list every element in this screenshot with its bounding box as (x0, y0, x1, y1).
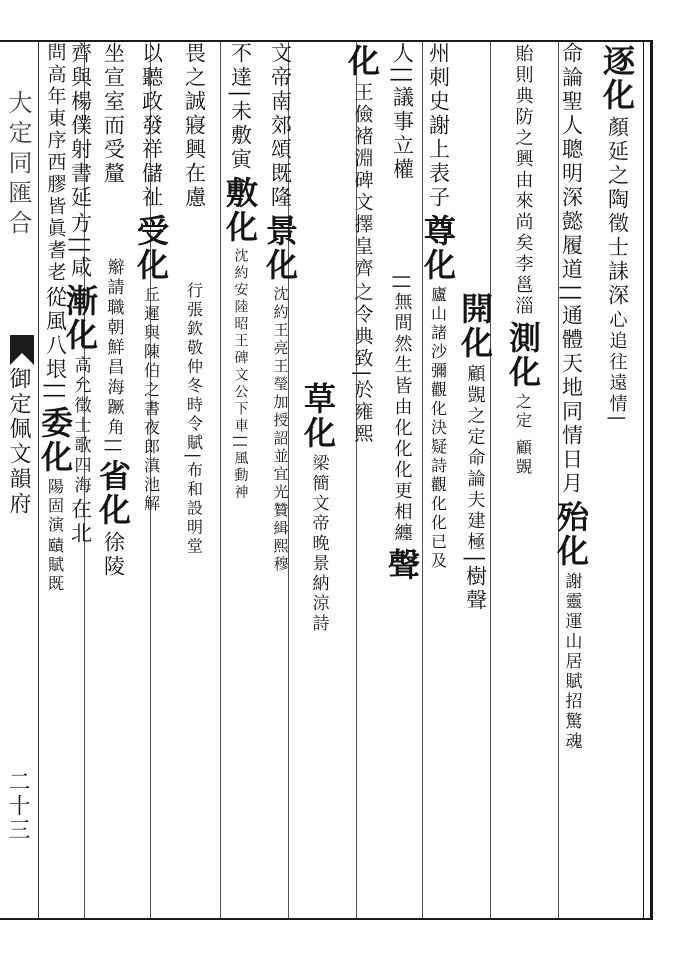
text-run: 人||議事立權 (390, 42, 415, 183)
text-column-3 (500, 42, 546, 918)
headword: 委化 (36, 406, 74, 475)
text-column-12 (130, 42, 172, 918)
text-column-13 (94, 42, 132, 918)
text-run: |樹聲 (463, 555, 488, 614)
text-run: 賾賦既 (45, 537, 65, 595)
text-run: 坐宣室而受釐 (101, 42, 126, 186)
headword: 尊化 (419, 214, 457, 282)
text-run: 沈約王亮王瑩加授詔並宜光贊緝熙穆 (271, 286, 290, 574)
headword: 受化 (132, 214, 170, 282)
text-run: 辮請職朝鮮昌海蹶角|| (103, 258, 124, 456)
headword: 景化 (261, 214, 299, 282)
text-run: 謝靈運山居賦招驚魂 (561, 572, 582, 753)
text-column-7 (340, 42, 384, 918)
headword: 漸化 (61, 284, 99, 353)
text-run: 在北 (68, 498, 93, 547)
text-run: 丘遲與陳伯之書夜郎滇池解 (141, 286, 161, 514)
headword: 省化 (94, 459, 132, 528)
bottom-border (0, 918, 652, 920)
text-run: 行張欽敬仲冬時令賦|布和設明堂 (184, 282, 204, 557)
text-run: 之令典致|於雍熙 (351, 282, 374, 446)
text-run: 命論聖人聰明深懿履道 (559, 42, 584, 282)
text-column-6 (384, 42, 420, 918)
text-run: 文帝南郊頌既隆 (268, 42, 293, 210)
text-column-8 (298, 42, 338, 918)
text-run: 廬山諸沙彌觀化決疑詩觀化化已及 (428, 286, 448, 571)
text-column-10 (218, 42, 262, 918)
text-run: 高允徵士歌四海 (70, 356, 91, 497)
text-run: 方||咸 (68, 212, 93, 281)
spine-header-text: 大定同匯合 (4, 90, 32, 240)
text-run: 畏之誠寢興在慮 (182, 42, 207, 210)
text-run: ||無間然生皆由化化化更相纏 (391, 274, 413, 545)
text-run: 之定 顧覬 (513, 393, 533, 478)
text-run: 王儉褚淵碑文擇皇齊 (351, 82, 374, 280)
text-run: 梁簡文帝晚景納涼詩 (308, 454, 329, 634)
headword: 測化 (504, 321, 542, 389)
headword: 敷化 (221, 176, 259, 245)
text-run: 徐陵 (101, 531, 126, 580)
text-run: 州刺史謝上表子 (426, 42, 451, 210)
text-column-4 (452, 42, 498, 918)
headword: 殆化 (552, 500, 590, 569)
headword: 聲 (383, 548, 421, 583)
text-run: 以聽政發祥儲祉 (139, 42, 164, 210)
text-run: 顏延之陶徵士誄深 (605, 116, 630, 308)
text-run: 齊與楊僕射書延 (68, 42, 93, 210)
text-run: 沈約安陸昭王碑文公下車||風動神 (232, 248, 249, 502)
right-border-outer (650, 40, 653, 920)
text-column-1 (590, 42, 644, 918)
text-run: 從風八垠|| (43, 286, 68, 403)
text-column-5 (420, 42, 456, 918)
headword: 化 (343, 44, 381, 78)
headword: 草化 (299, 382, 337, 450)
headword: 開化 (456, 292, 494, 360)
text-column-2 (548, 42, 594, 918)
page-number: 二十三 (5, 770, 30, 842)
headword: 逐化 (598, 44, 636, 112)
text-run: 貽則典防之興由來尚矣李邕淄 (512, 44, 534, 317)
text-column-15 (36, 42, 74, 918)
spine-band (0, 42, 39, 918)
text-run: 問高年東序西膠皆眞耆老 (44, 42, 67, 284)
book-title: 御定佩文韻府 (6, 367, 31, 517)
fish-tail-mark (10, 335, 34, 365)
text-run: 不達|未敷寅 (228, 42, 253, 173)
text-column-9 (262, 42, 298, 918)
text-run: 顧覬之定命論夫建極 (464, 364, 486, 553)
text-run: 心追往遠情| (606, 310, 628, 425)
text-column-11 (172, 42, 216, 918)
text-run: 陽固演 (45, 478, 65, 536)
text-run: ||通體天地同情日月 (559, 284, 584, 497)
